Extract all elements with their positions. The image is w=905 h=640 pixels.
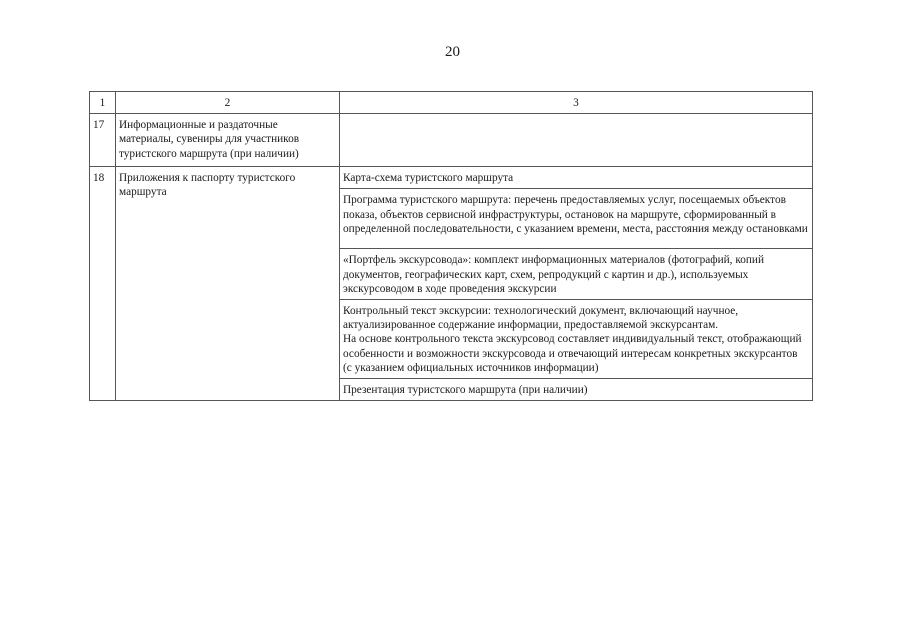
appendix-route-program-cell: Программа туристского маршрута: перечень предоставляемых услуг, посещаемых объектов показа, объектов сервисной инфраструктуры, остановок на маршруте, сформированный в определенной последовательности, с указанием времени, места, расстояния между остановками <box>340 189 813 249</box>
appendix-presentation-cell: Презентация туристского маршрута (при наличии) <box>340 379 813 401</box>
table-row-17 <box>90 114 813 167</box>
row-name-cell: Приложения к паспорту туристского маршрута <box>116 167 340 401</box>
column-header-1: 1 <box>90 92 116 114</box>
row-detail-cell <box>340 114 813 167</box>
table-header-row <box>90 92 813 114</box>
page-number: 20 <box>445 44 460 60</box>
appendix-control-text-cell <box>340 300 813 379</box>
row-number-cell: 18 <box>90 167 116 401</box>
appendix-route-map-cell: Карта-схема туристского маршрута <box>340 167 813 189</box>
column-header-3: 3 <box>340 92 813 114</box>
table-row-18 <box>90 167 813 189</box>
control-text-paragraph: Контрольный текст экскурсии: технологический документ, включающий научное, актуализированное содержание информации, предоставляемой экскурсантам. <box>343 305 739 332</box>
column-header-2: 2 <box>116 92 340 114</box>
appendix-guide-portfolio-cell: «Портфель экскурсовода»: комплект информационных материалов (фотографий, копий документов, географических карт, схем, репродукций с картин и др.), используемых экскурсоводом в ходе проведения экскурсии <box>340 249 813 300</box>
control-text-paragraph: На основе контрольного текста экскурсовод составляет индивидуальный текст, отображающий особенности и возможности экскурсовода и отвечающий интересам конкретных экскурсантов (с указанием официальных источников информации) <box>343 333 802 374</box>
row-name-cell: Информационные и раздаточные материалы, сувениры для участников туристского маршрута (при наличии) <box>116 114 340 167</box>
route-passport-table <box>89 91 813 401</box>
row-number-cell: 17 <box>90 114 116 167</box>
